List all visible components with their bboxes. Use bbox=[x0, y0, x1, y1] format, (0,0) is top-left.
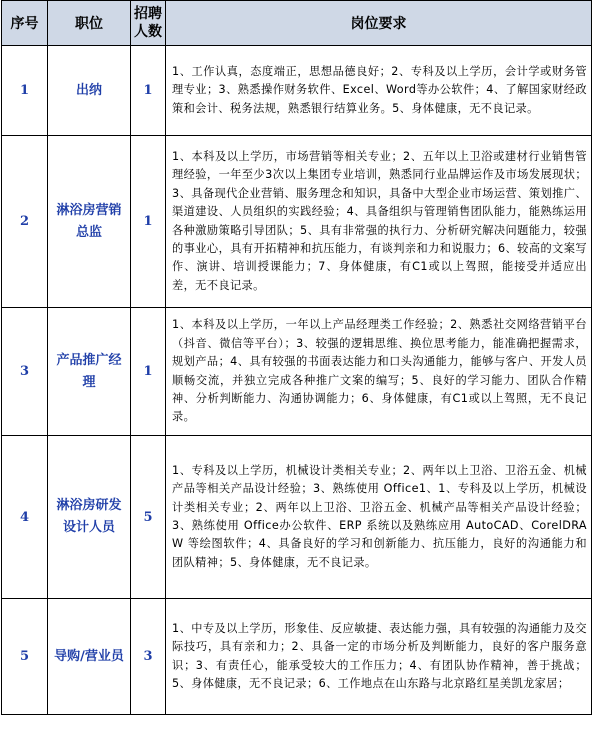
row-requirements: 1、工作认真，态度端正，思想品德良好；2、专科及以上学历，会计学或财务管理专业；3、熟悉操作财务软件、Excel、Word等办公软件；4、了解国家财经政策和会计、税务法规，熟悉银行结算业务。5、身体健康，无不良记录。 bbox=[166, 46, 592, 136]
row-position: 淋浴房营销总监 bbox=[48, 136, 131, 308]
row-index: 1 bbox=[2, 46, 48, 136]
row-count: 5 bbox=[131, 436, 166, 599]
row-count: 1 bbox=[131, 136, 166, 308]
header-row bbox=[2, 1, 592, 46]
row-count: 1 bbox=[131, 308, 166, 436]
row-requirements: 1、本科及以上学历，市场营销等相关专业；2、五年以上卫浴或建材行业销售管理经验，一年至少3次以上集团专业培训，熟悉同行业品牌运作及市场发展现状；3、具备现代企业营销、服务理念和知识，具备中大型企业市场运营、策划推广、渠道建设、人员组织的实践经验；4、具备组织与管理销售团队能力，能熟练运用各种激励策略引导团队；5、具有非常强的执行力、分析研究解决问题能力，较强的事业心，具有开拓精神和抗压能力，有谈判亲和力和说服力；6、较高的文案写作、演讲、培训授课能力；7、身体健康，有C1或以上驾照，能接受并适应出差，无不良记录。 bbox=[166, 136, 592, 308]
row-index: 3 bbox=[2, 308, 48, 436]
row-position: 导购/营业员 bbox=[48, 599, 131, 715]
row-index: 2 bbox=[2, 136, 48, 308]
header-position: 职位 bbox=[48, 1, 131, 46]
row-requirements: 1、中专及以上学历，形象佳、反应敏捷、表达能力强，具有较强的沟通能力及交际技巧，具有亲和力；2、具备一定的市场分析及判断能力，良好的客户服务意识；3、有责任心，能承受较大的工作压力；4、有团队协作精神，善于挑战；5、身体健康，无不良记录；6、工作地点在山东路与北京路红星美凯龙家居； bbox=[166, 599, 592, 715]
row-position: 淋浴房研发设计人员 bbox=[48, 436, 131, 599]
row-count: 1 bbox=[131, 46, 166, 136]
table-row bbox=[2, 46, 592, 136]
row-requirements: 1、本科及以上学历，一年以上产品经理类工作经验；2、熟悉社交网络营销平台（抖音、微信等平台）；3、较强的逻辑思维、换位思考能力，能准确把握需求，规划产品；4、具有较强的书面表达能力和口头沟通能力，能够与客户、开发人员顺畅交流，并独立完成各种推广文案的编写；5、良好的学习能力、团队合作精神、分析判断能力、沟通协调能力；6、身体健康，有C1或以上驾照，无不良记录。 bbox=[166, 308, 592, 436]
recruitment-table bbox=[1, 0, 592, 715]
row-count: 3 bbox=[131, 599, 166, 715]
row-position: 出纳 bbox=[48, 46, 131, 136]
table-row bbox=[2, 436, 592, 599]
row-position: 产品推广经理 bbox=[48, 308, 131, 436]
row-requirements: 1、专科及以上学历，机械设计类相关专业；2、两年以上卫浴、卫浴五金、机械产品等相关产品设计经验；3、熟练使用 Office1、1、专科及以上学历，机械设计类相关专业；2、两年以上卫浴、卫浴五金、机械产品等相关产品设计经验；3、熟练使用 Office办公软件、ERP 系统以及熟练应用 AutoCAD、CorelDRAW 等绘图软件；4、具备良好的学习和创新能力、抗压能力，良好的沟通能力和团队精神；5、身体健康，无不良记录。 bbox=[166, 436, 592, 599]
table-row bbox=[2, 136, 592, 308]
table-row bbox=[2, 308, 592, 436]
header-requirements: 岗位要求 bbox=[166, 1, 592, 46]
header-count-line2: 人数 bbox=[134, 24, 162, 40]
header-count bbox=[131, 1, 166, 46]
row-index: 4 bbox=[2, 436, 48, 599]
recruitment-table-container bbox=[1, 0, 591, 715]
row-index: 5 bbox=[2, 599, 48, 715]
header-count-line1: 招聘 bbox=[134, 6, 162, 22]
table-row bbox=[2, 599, 592, 715]
header-index: 序号 bbox=[2, 1, 48, 46]
